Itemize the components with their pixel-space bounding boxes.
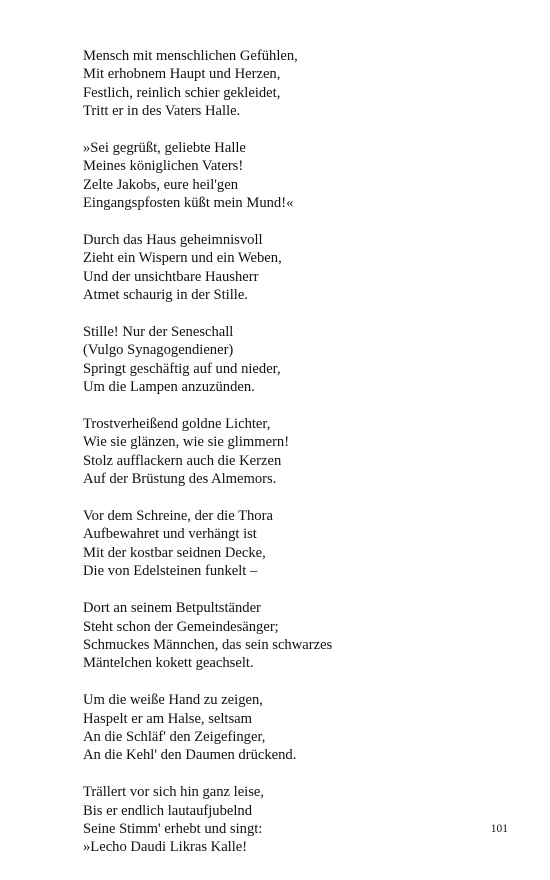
- poem-line: Trällert vor sich hin ganz leise,: [83, 784, 265, 801]
- poem-line: Die von Edelsteinen funkelt –: [83, 563, 258, 580]
- poem-line: Wie sie glänzen, wie sie glimmern!: [83, 434, 290, 451]
- poem-line: Schmuckes Männchen, das sein schwarzes: [83, 636, 333, 653]
- stanza-9: [83, 783, 523, 857]
- poem-line: Tritt er in des Vaters Halle.: [83, 103, 241, 120]
- poem-line: Durch das Haus geheimnisvoll: [83, 232, 263, 249]
- poem-line: Aufbewahret und verhängt ist: [83, 526, 257, 543]
- poem-line: Steht schon der Gemeindesänger;: [83, 618, 279, 635]
- poem-line: Zieht ein Wispern und ein Weben,: [83, 250, 282, 267]
- poem-line: »Lecho Daudi Likras Kalle!: [83, 839, 248, 856]
- stanza-2: [83, 139, 523, 213]
- stanza-6: [83, 507, 523, 581]
- page-number: 101: [490, 823, 508, 835]
- poem-line: Mäntelchen kokett geachselt.: [83, 655, 254, 672]
- poem-line: Festlich, reinlich schier gekleidet,: [83, 84, 281, 101]
- poem-text: [83, 47, 523, 875]
- poem-line: Meines königlichen Vaters!: [83, 158, 244, 175]
- poem-line: Mit erhobnem Haupt und Herzen,: [83, 66, 281, 83]
- stanza-3: [83, 231, 523, 305]
- poem-line: Dort an seinem Betpultständer: [83, 600, 261, 617]
- poem-line: Seine Stimm' erhebt und singt:: [83, 820, 263, 837]
- poem-line: »Sei gegrüßt, geliebte Halle: [83, 140, 246, 157]
- stanza-5: [83, 415, 523, 489]
- poem-line: Springt geschäftig auf und nieder,: [83, 360, 281, 377]
- poem-line: Mensch mit menschlichen Gefühlen,: [83, 48, 298, 64]
- poem-line: Um die weiße Hand zu zeigen,: [83, 692, 263, 709]
- stanza-8: [83, 691, 523, 765]
- poem-line: An die Schläf' den Zeigefinger,: [83, 728, 266, 745]
- poem-line: Vor dem Schreine, der die Thora: [83, 508, 273, 525]
- poem-line: Und der unsichtbare Hausherr: [83, 268, 259, 285]
- poem-line: Trostverheißend goldne Lichter,: [83, 416, 271, 433]
- poem-line: Mit der kostbar seidnen Decke,: [83, 544, 266, 561]
- stanza-1: [83, 47, 523, 121]
- poem-line: Um die Lampen anzuzünden.: [83, 379, 255, 396]
- poem-line: Haspelt er am Halse, seltsam: [83, 710, 252, 727]
- stanza-7: [83, 599, 523, 673]
- poem-line: Bis er endlich lautaufjubelnd: [83, 802, 252, 819]
- poem-line: (Vulgo Synagogendiener): [83, 342, 234, 359]
- poem-line: Eingangspfosten küßt mein Mund!«: [83, 195, 294, 212]
- poem-line: Stolz aufflackern auch die Kerzen: [83, 452, 282, 469]
- poem-line: Stille! Nur der Seneschall: [83, 324, 234, 341]
- poem-line: Atmet schaurig in der Stille.: [83, 287, 248, 304]
- stanza-4: [83, 323, 523, 397]
- poem-line: Zelte Jakobs, eure heil'gen: [83, 176, 238, 193]
- poem-line: An die Kehl' den Daumen drückend.: [83, 747, 297, 764]
- poem-line: Auf der Brüstung des Almemors.: [83, 471, 277, 488]
